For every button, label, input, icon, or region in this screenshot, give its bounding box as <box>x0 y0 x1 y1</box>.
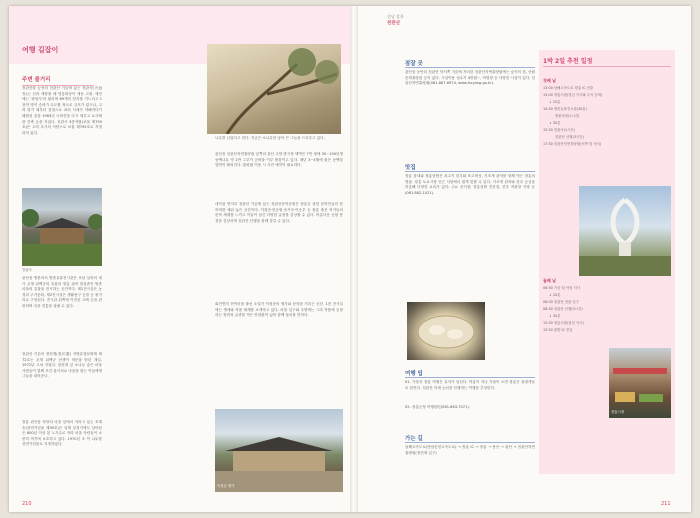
day2-item: ↓ 20분 <box>549 293 561 297</box>
day2-item: 12:30 장흥시장(점심 식사) <box>543 321 584 325</box>
day1-list <box>543 86 673 149</box>
page-gutter <box>350 6 358 512</box>
food-text: 장흥 읍내와 장흥삼합은 쇠고기 한우와 표고버섯, 키조개 관자를 함께 먹는 장흥의 명물. 장흥 토요시장 인근 식당에서 쉽게 맛볼 수 있다. 키조개 관자와 한우 등심을 비롯해 다양한 요리가 있다. 주요 음식점: 장흥삼합 전문점, 한우 직판장 식당 등(061.862.1021). <box>405 174 535 195</box>
market-illustration <box>609 348 671 418</box>
day1-item: 13:00 장흥시장(점심 식사와 주식 준비) <box>543 93 603 97</box>
day1-item: 14:30 방촌유물전시관(30분) <box>543 107 588 111</box>
temple-illustration <box>22 188 102 266</box>
col1-para1: 천관산을 능선의 천관산 기슭에 있는 천관사(天冠寺)는 신라 애장왕 때 영통화상이 세운 고찰. 예전에는 '화엄사'라 불리며 89개의 암자를 거느리고 1천여 명이 승려가 수도할 정도로 규모가 컸으나, 고려 말기 때부터 점점으로 쇠퇴 사세가 약해지다가 폐찰된 것을 1963년 극락전을 다시 세우고 요사채를 증축 등을 지었다. 천관사 3층석탑(보물 제795호)은 고려 초기의 석탑으로 보물 제795호로 지정되어 있다. <box>22 86 102 135</box>
day2-item: 13:30 출발 IC 진입 <box>543 328 573 332</box>
temple-photo <box>22 188 102 266</box>
left-page-number: 210 <box>22 501 32 507</box>
day2-item: ↓ 30분 <box>549 314 561 318</box>
food-rule <box>405 171 535 172</box>
monument-photo <box>579 186 671 276</box>
right-page-number: 211 <box>661 501 671 507</box>
day1-item: ↓ 30분 <box>549 121 561 125</box>
day1-item: 방촌마을(1시간) <box>555 114 580 118</box>
day2-item: 08:00 천관산 전관 입구 <box>543 300 579 304</box>
tips-item-2: 02. 장흥군청 여행관련(061.863.7071). <box>405 405 470 409</box>
col2-para3: 대덕읍 연지리 천관산 기슭에 있는 천관산문학공원은 장흥군 관련 문학인들의 문학비를 세워 놓은 공간이다. 이청준·한승원·송기숙·이승우 등 장흥 출신 작가들의 문학 세계를 느끼고 이들이 남긴 다양한 글귀를 감상할 수 있다. 아름다운 공원 풍경을 감상하며 천관산 산행을 함께 즐길 수 있다. <box>215 202 343 223</box>
food-heading: 맛집 <box>405 165 416 171</box>
market-photo <box>609 348 671 418</box>
pine-tree-illustration <box>207 44 341 134</box>
route-rule <box>405 442 535 443</box>
stay-heading: 잠잘 곳 <box>405 61 423 67</box>
house-illustration <box>215 409 343 492</box>
tips-rule <box>405 377 535 378</box>
house-photo <box>215 409 343 492</box>
section-heading-sights: 주변 볼거리 <box>22 75 94 86</box>
header-line1: 전남 장흥 <box>387 14 404 19</box>
magazine-spread <box>9 6 691 512</box>
tree-photo <box>207 44 341 134</box>
day1-label: 첫째 날 <box>543 78 556 83</box>
stay-rule <box>405 67 535 68</box>
col2-para1: 나무를 심었다고 한다. 지금은 소나무만 남아 큰 그늘을 드리우고 있다. <box>215 136 325 140</box>
col2-para4: 회진면의 진목마을 출신 소설가 이청준의 생가와 문학을 기리는 공간. 1층 전시실에는 생애와 작품 세계를 소개하고 있다. 마을 입구와 주변에는 그의 작품에 등장하는 장면과 글귀를 적은 안내판이 있어 함께 둘러볼 만하다. <box>215 302 343 318</box>
day2-label: 둘째 날 <box>543 278 556 283</box>
stay-text: 관산읍 농안리 천관산 북서쪽 기슭에 자리한 천관산자연휴양림에는 숲속의 집, 산림문화휴양관 등이 있다. 시설이용 성수기 4만원~, 야영장 등 다양한 시설이 있다. 천관산자연휴양림(061.867.6974, www.huyang.go.kr). <box>405 70 535 86</box>
route-text: 남해고속도로(영암순천고속도로) → 장흥 IC → 장흥 → 용산 → 관산 → 천관산자연휴양림(장천재 입구) <box>405 445 535 455</box>
shellfish-illustration <box>407 302 485 360</box>
tips-heading: 여행 팁 <box>405 371 423 377</box>
day2-list <box>543 286 633 335</box>
day1-item: ↓ 20분 <box>549 100 561 104</box>
col1-para4: 장흥 관산읍 학당리 마을 앞에서 자라고 있는 호계송(천연기념물 제39호)은 일제 강점기에도 살아남은 800년 이상 된 노거수로 자라 마을 사람들이 소중히 여기며 보호하고 있다. 1970년 초 이 나무를 천연기념물로 지정하였다. <box>22 420 102 447</box>
photo-caption-temple: 천관사 <box>22 268 32 272</box>
day2-item: 06:30 기상 및 아침 식사 <box>543 286 581 290</box>
page-title: 여행 길잡이 <box>22 46 59 54</box>
food-photo <box>407 302 485 360</box>
monument-illustration <box>579 186 671 276</box>
day2-item: 08:30 천관산 산행(3시간) <box>543 307 583 311</box>
day1-item: 17:30 천관산자연휴양림(석박 및 석식) <box>543 142 602 146</box>
col1-para3: 천관산 기슭의 장천재(長川齋) 지방유형문화재 제72호는 존재 위백규 선생이 학문을 닦던 재실. 1972년 고쳐 지었다. 장천재 앞 소나무 숲은 마을 사람들이 함께 모인 휴식처로 마을을 찾는 이들에게 그늘을 내어준다. <box>22 352 102 379</box>
col1-para2: 관산읍 방촌리의 방촌유물전시관은 호남 실학의 대가 존재 위백규의 유물과 장흥 위씨 집성촌인 방촌 마을의 유물을 전시하는 공간이다. 제1전시실은 농경과 주거문화, 제2전시실은 생활용구 등을 등 볼거리로 구성된다. 전시관 뒤쪽에 이전된 고택 등을 관람하며 마을 전통을 살필 수 있다. <box>22 276 102 308</box>
photo-caption-house: 이청준 생가 <box>217 484 235 488</box>
col2-para2: 관산읍 천관산자연휴양림 앞쪽의 관산 주말 밤시장 택벽은 7만 평에 30~100년생 동백나무 약 2만 그루가 군락을 이루 풀꽃이고 있다. 매년 3~4월에 붉은 동백꽃 향연이 펼쳐진다. 휴양림 이용 시 사전 예약이 필요하다. <box>215 152 343 168</box>
photo-caption-market: 장흥시장 <box>611 410 625 414</box>
day1-item: 13:00 남해고속도로 장흥 IC 진출 <box>543 86 594 90</box>
header-line2: 천관산 <box>387 21 401 26</box>
day1-item: 천관산 산행(3시간) <box>555 135 584 139</box>
itinerary-rule <box>543 66 671 67</box>
route-heading: 가는 길 <box>405 436 423 442</box>
tips-item-1: 01. 가을산 장흥 여행은 유자가 넘친다. 여름이 지나 가을이 오면 장흥은 관광객들로 붐빈다. 천관산 억새 능선을 산행하는 여행을 추천한다. <box>405 380 535 390</box>
itinerary-box <box>539 50 675 474</box>
itinerary-title: 1박 2일 추천 일정 <box>543 58 593 65</box>
day1-item: 15:30 천관사(1시간) <box>543 128 576 132</box>
